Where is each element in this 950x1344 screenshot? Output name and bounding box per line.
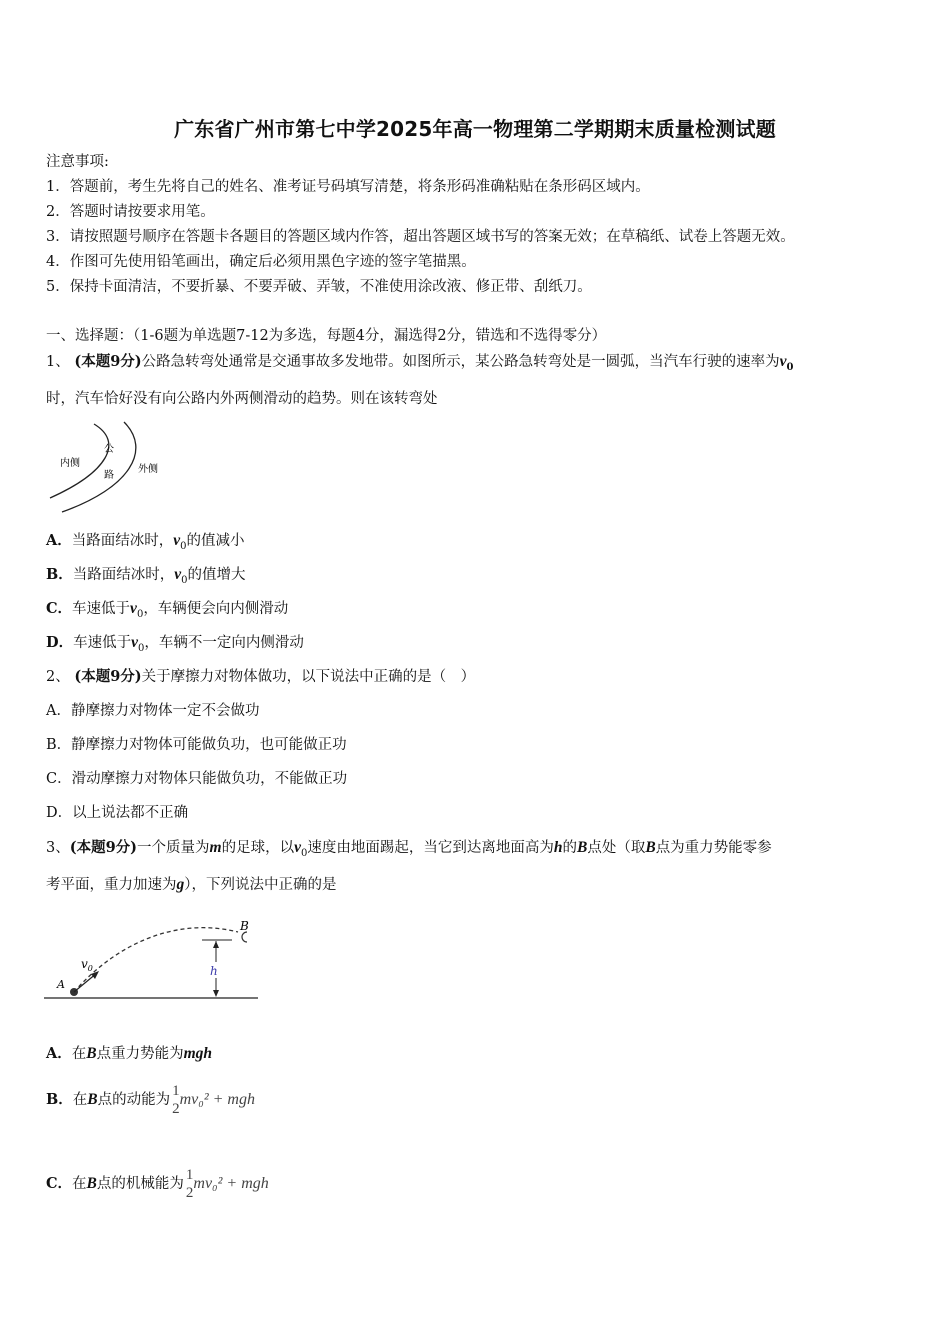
- q3-s2: 的足球，以: [221, 840, 295, 856]
- q3-option-c-den: 2: [185, 1185, 194, 1201]
- q1-option-a-label: A．: [46, 532, 72, 549]
- q1-v0: v: [779, 353, 787, 370]
- q3-line2b: ），下列说法中正确的是: [184, 877, 337, 893]
- q1-option-a: [46, 532, 245, 556]
- figure-label-road-2: 路: [104, 470, 114, 481]
- q1-v0-sub: 0: [786, 361, 794, 373]
- q3-option-c-B: B: [86, 1175, 97, 1192]
- q1-option-d-v0: v: [131, 634, 138, 651]
- figure-label-road-1: 公: [104, 444, 114, 455]
- q1-option-c-pre: 车速低于: [72, 601, 131, 617]
- q1-option-a-post: 的值减小: [186, 533, 245, 549]
- q3-option-a-expr: mgh: [183, 1045, 213, 1062]
- q1-option-d-label: D．: [46, 634, 74, 651]
- q1-option-a-v0-sub: 0: [180, 540, 187, 552]
- q3-v0-sub: 0: [301, 847, 308, 859]
- q2-stem: [46, 668, 475, 686]
- road-curve-figure: [44, 420, 174, 516]
- figure-label-outer: 外侧: [138, 464, 158, 475]
- q3-option-a-B: B: [86, 1045, 97, 1062]
- q3-option-b-den: 2: [172, 1101, 180, 1117]
- q3-s5: 点处（取: [587, 840, 646, 856]
- q3-option-a-label: A．: [46, 1045, 72, 1062]
- figure-label-inner: 内侧: [60, 458, 80, 469]
- label-h: h: [210, 964, 218, 978]
- height-arrow-down: [213, 990, 219, 997]
- q3-tag: (本题9分): [69, 839, 138, 856]
- q3-B-1: B: [577, 839, 588, 856]
- q1-option-d: [46, 634, 304, 658]
- q3-option-c-pre: 在: [72, 1176, 87, 1192]
- q3-h: h: [553, 839, 563, 856]
- q1-stem-a: 公路急转弯处通常是交通事故多发地带。如图所示，某公路急转弯处是一圆弧，当汽车行驶的速率为: [141, 354, 780, 370]
- q3-stem-line2: [46, 876, 337, 894]
- q1-tag: (本题9分): [74, 353, 142, 370]
- q3-option-c-num: 1: [185, 1167, 194, 1183]
- q1-option-b-pre: 当路面结冰时，: [72, 567, 175, 583]
- q1-option-b: [46, 566, 246, 590]
- q2-tag: (本题9分): [74, 668, 142, 685]
- q3-option-b-expr: mv₀² + mgh: [179, 1091, 255, 1108]
- label-B: B: [240, 919, 249, 933]
- q3-option-a: [46, 1045, 212, 1063]
- notice-item-3: 3．请按照题号顺序在答题卡各题目的答题区域内作答，超出答题区域书写的答案无效；在草稿纸、试卷上答题无效。: [46, 229, 795, 245]
- q1-option-b-v0: v: [174, 566, 182, 583]
- q3-s6: 点为重力势能零参: [655, 840, 772, 856]
- q3-v0: v: [294, 839, 301, 856]
- q3-B-2: B: [645, 839, 656, 856]
- q3-option-c-label: C．: [46, 1175, 73, 1192]
- q3-s4: 的: [562, 840, 577, 856]
- notice-item-4: 4．作图可先使用铅笔画出，确定后必须用黑色字迹的签字笔描黑。: [46, 254, 476, 270]
- q2-number: 2、: [46, 669, 70, 685]
- q3-number: 3、: [46, 840, 70, 856]
- q2-option-a: A．静摩擦力对物体一定不会做功: [46, 703, 260, 719]
- q1-option-d-v0-sub: 0: [137, 642, 145, 654]
- section-heading: 一、选择题：（1-6题为单选题7-12为多选，每题4分，漏选得2分，错选和不选得零分）: [46, 328, 607, 344]
- q3-option-b-num: 1: [172, 1083, 180, 1099]
- notice-heading: 注意事项:: [46, 154, 109, 170]
- q1-option-c-v0: v: [130, 600, 137, 617]
- notice-item-1: 1．答题前，考生先将自己的姓名、准考证号码填写清楚，将条形码准确粘贴在条形码区域内。: [46, 179, 650, 195]
- q2-option-b: B．静摩擦力对物体可能做负功，也可能做正功: [46, 737, 347, 753]
- q1-option-c-post: ，车辆便会向内侧滑动: [143, 601, 289, 617]
- q3-stem-line1: [46, 839, 772, 863]
- q1-option-d-pre: 车速低于: [73, 635, 132, 651]
- q3-option-b-pre: 在: [72, 1092, 88, 1108]
- q1-option-c: [46, 600, 288, 624]
- q1-number: 1、: [46, 354, 70, 370]
- q1-option-b-v0-sub: 0: [181, 574, 188, 586]
- page-title: 广东省广州市第七中学2025年高一物理第二学期期末质量检测试题: [174, 117, 776, 141]
- q3-option-a-pre: 在: [71, 1046, 87, 1062]
- q3-s1: 一个质量为: [137, 840, 210, 856]
- q1-option-a-pre: 当路面结冰时，: [71, 533, 174, 549]
- height-arrow-up: [213, 941, 219, 948]
- q1-option-c-label: C．: [46, 600, 73, 617]
- q1-option-c-v0-sub: 0: [136, 608, 144, 620]
- q3-option-c-expr: mv₀² + mgh: [193, 1175, 269, 1192]
- q3-option-a-mid: 点重力势能为: [96, 1046, 184, 1062]
- notice-item-2: 2．答题时请按要求用笔。: [46, 204, 215, 220]
- q1-option-b-label: B．: [46, 566, 73, 583]
- q3-m: m: [209, 839, 222, 856]
- q3-line2a: 考平面，重力加速为: [46, 877, 177, 893]
- label-v0: $v_0$: [81, 957, 93, 973]
- q3-option-b-fraction: [172, 1082, 180, 1118]
- q3-option-b-mid: 点的动能为: [97, 1092, 171, 1108]
- q2-stem-text: 关于摩擦力对物体做功，以下说法中正确的是（ ）: [141, 669, 476, 685]
- trajectory-path: [74, 928, 238, 992]
- q2-option-c: C．滑动摩擦力对物体只能做负功，不能做正功: [46, 771, 348, 787]
- projectile-figure: [44, 916, 264, 1008]
- q3-option-b-label: B．: [46, 1091, 73, 1108]
- q2-option-d: D．以上说法都不正确: [46, 805, 189, 821]
- q1-option-b-post: 的值增大: [187, 567, 246, 583]
- q3-option-b-B: B: [87, 1091, 98, 1108]
- label-A: A: [57, 978, 65, 991]
- q1-stem-line1: [46, 353, 794, 377]
- q3-option-b: [46, 1078, 255, 1122]
- q1-option-a-v0: v: [173, 532, 181, 549]
- ball-at-B-icon: [242, 932, 247, 942]
- q1-stem-b: 时，汽车恰好没有向公路内外两侧滑动的趋势。则在该转弯处: [46, 391, 438, 407]
- q3-g: g: [176, 876, 185, 893]
- q3-option-c: [46, 1162, 269, 1206]
- q3-option-c-mid: 点的机械能为: [96, 1176, 184, 1192]
- q1-option-d-post: ，车辆不一定向内侧滑动: [144, 635, 304, 651]
- q3-s3: 速度由地面踢起，当它到达离地面高为: [307, 840, 554, 856]
- notice-item-5: 5．保持卡面清洁，不要折暴、不要弄破、弄皱，不准使用涂改液、修正带、刮纸刀。: [46, 279, 592, 295]
